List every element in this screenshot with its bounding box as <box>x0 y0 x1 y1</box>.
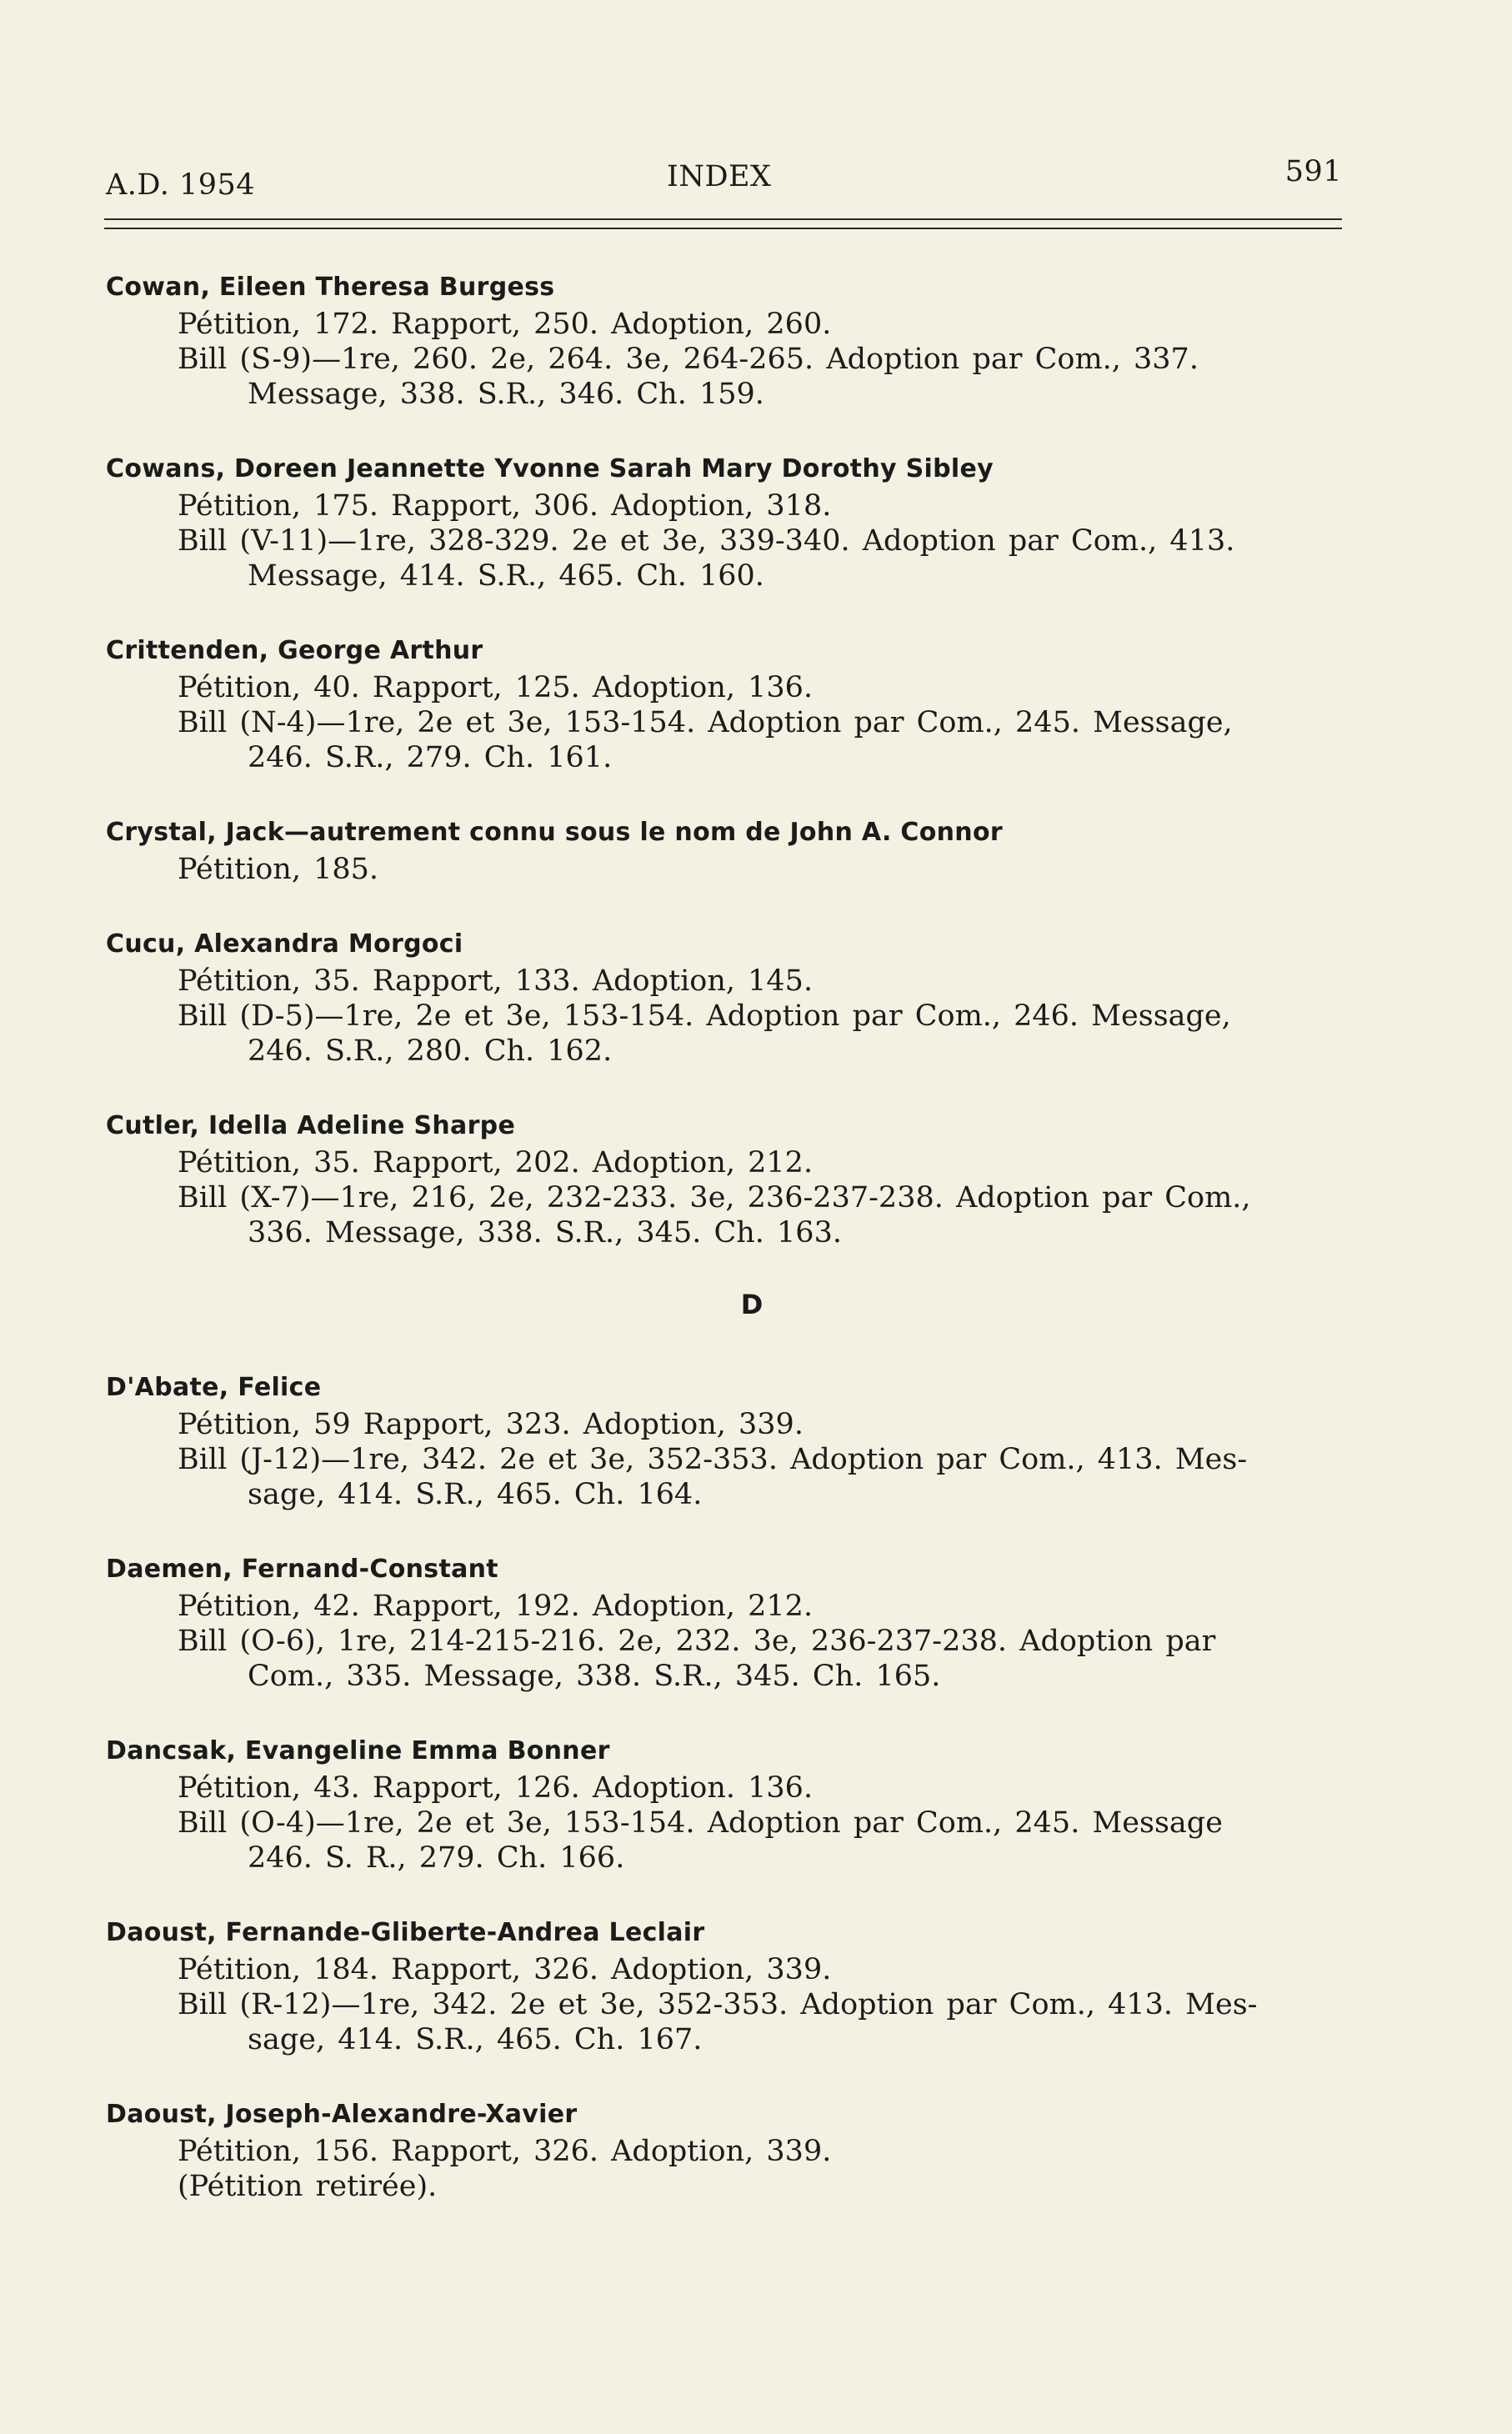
entry-line: 246. S.R., 280. Ch. 162. <box>248 1034 613 1068</box>
entry-line: 246. S.R., 279. Ch. 161. <box>248 741 613 774</box>
entry-line: sage, 414. S.R., 465. Ch. 164. <box>248 1478 703 1511</box>
index-entry <box>106 450 1356 593</box>
entry-line: Message, 338. S.R., 346. Ch. 159. <box>248 378 764 411</box>
entry-line: Pétition, 185. <box>178 853 379 886</box>
index-entry <box>106 632 1356 775</box>
section-letter: D <box>740 1289 764 1320</box>
entry-line: Bill (O-6), 1re, 214-215-216. 2e, 232. 3e, 236-237-238. Adoption par <box>178 1625 1216 1658</box>
entry-line: Bill (N-4)—1re, 2e et 3e, 153-154. Adoption par Com., 245. Message, <box>178 706 1233 739</box>
entry-line: Bill (R-12)—1re, 342. 2e et 3e, 352-353. Adoption par Com., 413. Mes- <box>178 1988 1258 2021</box>
header-double-rule <box>104 218 1342 229</box>
header-year: A.D. 1954 <box>106 168 256 202</box>
index-entry <box>106 2096 1356 2204</box>
entry-line: Bill (V-11)—1re, 328-329. 2e et 3e, 339-340. Adoption par Com., 413. <box>178 524 1235 558</box>
entry-name: Cucu, Alexandra Morgoci <box>106 929 463 959</box>
entry-line: Pétition, 156. Rapport, 326. Adoption, 339. <box>178 2135 832 2168</box>
entry-line: (Pétition retirée). <box>178 2170 438 2203</box>
header-title: INDEX <box>667 160 772 193</box>
entry-name: Daemen, Fernand-Constant <box>106 1555 498 1584</box>
entry-line: 336. Message, 338. S.R., 345. Ch. 163. <box>248 1216 842 1250</box>
index-entry <box>106 1732 1356 1876</box>
entry-line: Bill (S-9)—1re, 260. 2e, 264. 3e, 264-265. Adoption par Com., 337. <box>178 343 1199 376</box>
entry-name: Cutler, Idella Adeline Sharpe <box>106 1111 516 1140</box>
entry-line: Pétition, 35. Rapport, 133. Adoption, 145. <box>178 964 814 998</box>
index-entry <box>106 1550 1356 1694</box>
page-number: 591 <box>1284 155 1342 188</box>
entry-name: D'Abate, Felice <box>106 1373 322 1402</box>
index-entry <box>106 268 1356 412</box>
entry-name: Crittenden, George Arthur <box>106 636 483 665</box>
entry-line: Pétition, 172. Rapport, 250. Adoption, 260. <box>178 308 832 341</box>
index-entries <box>106 268 1356 2242</box>
index-entry <box>106 1369 1356 1512</box>
entry-name: Crystal, Jack—autrement connu sous le nom de John A. Connor <box>106 818 1003 847</box>
entry-line: Bill (J-12)—1re, 342. 2e et 3e, 352-353. Adoption par Com., 413. Mes- <box>178 1443 1248 1476</box>
entry-line: Bill (D-5)—1re, 2e et 3e, 153-154. Adoption par Com., 246. Message, <box>178 999 1231 1033</box>
entry-line: Pétition, 43. Rapport, 126. Adoption. 136. <box>178 1771 814 1805</box>
entry-name: Daoust, Joseph-Alexandre-Xavier <box>106 2100 578 2129</box>
entry-line: Bill (O-4)—1re, 2e et 3e, 153-154. Adoption par Com., 245. Message <box>178 1806 1223 1840</box>
index-entry <box>106 1914 1356 2057</box>
entry-line: Message, 414. S.R., 465. Ch. 160. <box>248 559 764 593</box>
index-entry <box>106 1107 1356 1250</box>
entries-c <box>106 268 1356 1250</box>
entry-line: Pétition, 184. Rapport, 326. Adoption, 339. <box>178 1953 832 1986</box>
entry-name: Dancsak, Evangeline Emma Bonner <box>106 1736 610 1765</box>
entry-line: 246. S. R., 279. Ch. 166. <box>248 1841 625 1875</box>
entry-line: Com., 335. Message, 338. S.R., 345. Ch. 165. <box>248 1660 941 1693</box>
entry-line: Bill (X-7)—1re, 216, 2e, 232-233. 3e, 236-237-238. Adoption par Com., <box>178 1181 1251 1214</box>
entry-line: Pétition, 175. Rapport, 306. Adoption, 318. <box>178 489 832 523</box>
entry-line: Pétition, 42. Rapport, 192. Adoption, 212. <box>178 1590 814 1623</box>
entry-line: Pétition, 40. Rapport, 125. Adoption, 136. <box>178 671 814 704</box>
entry-line: sage, 414. S.R., 465. Ch. 167. <box>248 2023 703 2056</box>
index-entry <box>106 814 1356 887</box>
entry-name: Cowan, Eileen Theresa Burgess <box>106 273 555 302</box>
index-entry <box>106 925 1356 1069</box>
entry-line: Pétition, 59 Rapport, 323. Adoption, 339. <box>178 1408 804 1441</box>
entries-d <box>106 1369 1356 2204</box>
entry-name: Daoust, Fernande-Gliberte-Andrea Leclair <box>106 1918 705 1947</box>
entry-line: Pétition, 35. Rapport, 202. Adoption, 212. <box>178 1146 814 1179</box>
page-header <box>104 157 1342 203</box>
entry-name: Cowans, Doreen Jeannette Yvonne Sarah Mary Dorothy Sibley <box>106 454 994 483</box>
